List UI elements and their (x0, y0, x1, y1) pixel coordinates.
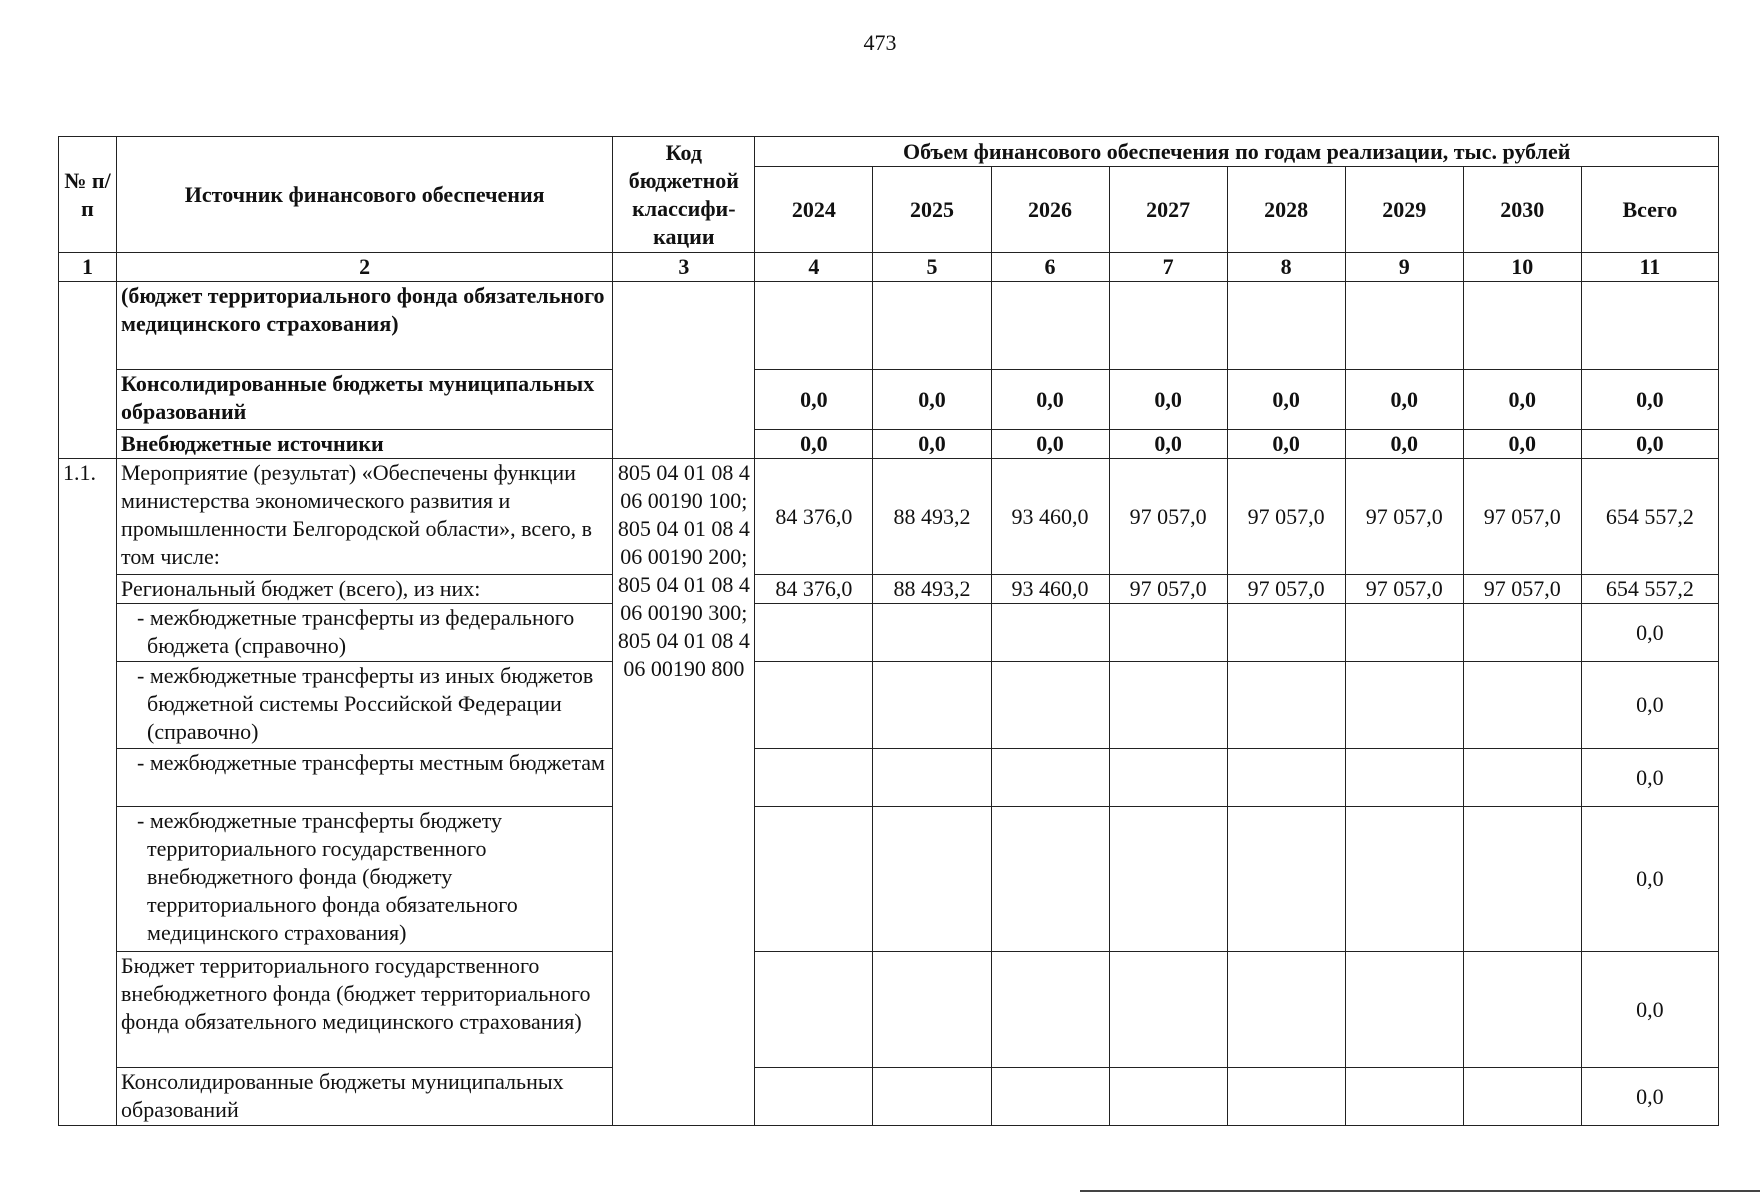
header-num: № п/п (59, 137, 117, 253)
cell-total: 0,0 (1581, 952, 1718, 1068)
item-row-label: Консолидированные бюджеты муниципальных образований (117, 1068, 613, 1126)
index-9: 9 (1345, 253, 1463, 282)
header-year-2028: 2028 (1227, 167, 1345, 253)
item-number: 1.1. (59, 459, 117, 1126)
index-3: 3 (613, 253, 755, 282)
cell-value: 0,0 (1227, 430, 1345, 459)
cell-total: 0,0 (1581, 604, 1718, 662)
cell-value: 0,0 (873, 370, 991, 430)
cell-value: 0,0 (991, 370, 1109, 430)
cell-value: 0,0 (1109, 430, 1227, 459)
cell-value: 84 376,0 (755, 459, 873, 575)
item-row-label: - межбюджетные трансферты из федерального бюджета (справочно) (117, 604, 613, 662)
cell-value: 0,0 (1463, 430, 1581, 459)
index-8: 8 (1227, 253, 1345, 282)
cell-value: 0,0 (1109, 370, 1227, 430)
index-4: 4 (755, 253, 873, 282)
cell-total: 0,0 (1581, 807, 1718, 952)
cell-value: 0,0 (1345, 430, 1463, 459)
header-code: Код бюджетной классифи-кации (613, 137, 755, 253)
index-1: 1 (59, 253, 117, 282)
cell-value: 97 057,0 (1109, 459, 1227, 575)
cell-value: 0,0 (755, 370, 873, 430)
cell-value: 654 557,2 (1581, 459, 1718, 575)
financing-table (58, 136, 1719, 1126)
cell-value: 97 057,0 (1345, 575, 1463, 604)
cell-value: 88 493,2 (873, 575, 991, 604)
item-row-label: - межбюджетные трансферты из иных бюджетов бюджетной системы Российской Федерации (справочно) (117, 662, 613, 749)
item-row-label: Бюджет территориального государственного внебюджетного фонда (бюджет территориального фонда обязательного медицинского страхования) (117, 952, 613, 1068)
cell-value: 84 376,0 (755, 575, 873, 604)
index-6: 6 (991, 253, 1109, 282)
cell-value: 0,0 (991, 430, 1109, 459)
cell-value: 93 460,0 (991, 459, 1109, 575)
cell-value: 93 460,0 (991, 575, 1109, 604)
header-total: Всего (1581, 167, 1718, 253)
item-budget-code: 805 04 01 08 4 06 00190 100; 805 04 01 08 4 06 00190 200; 805 04 01 08 4 06 00190 300; 805 04 01 08 4 06 00190 800 (613, 459, 755, 1126)
cell-total: 0,0 (1581, 749, 1718, 807)
cell-total: 0,0 (1581, 1068, 1718, 1126)
cell-value: 97 057,0 (1109, 575, 1227, 604)
header-year-2025: 2025 (873, 167, 991, 253)
header-volume: Объем финансового обеспечения по годам реализации, тыс. рублей (755, 137, 1719, 167)
item-row-label: Мероприятие (результат) «Обеспечены функции министерства экономического развития и промышленности Белгородской области», всего, в том числе: (117, 459, 613, 575)
item-row-label: - межбюджетные трансферты местным бюджетам (117, 749, 613, 807)
row-extra-label: Внебюджетные источники (117, 430, 613, 459)
index-11: 11 (1581, 253, 1718, 282)
item-row-label: Региональный бюджет (всего), из них: (117, 575, 613, 604)
top-code-cell (613, 282, 755, 459)
index-7: 7 (1109, 253, 1227, 282)
header-source: Источник финансового обеспечения (117, 137, 613, 253)
cell-value: 0,0 (1345, 370, 1463, 430)
header-year-2029: 2029 (1345, 167, 1463, 253)
page-number: 473 (863, 30, 897, 55)
cell-value: 0,0 (1581, 430, 1718, 459)
cell-value: 97 057,0 (1227, 459, 1345, 575)
row-tfoms-label: (бюджет территориального фонда обязательного медицинского страхования) (117, 282, 613, 370)
cell-value: 0,0 (755, 430, 873, 459)
item-row-label: - межбюджетные трансферты бюджету территориального государственного внебюджетного фонда (бюджету территориального фонда обязательного медицинского страхования) (117, 807, 613, 952)
header-year-2030: 2030 (1463, 167, 1581, 253)
index-2: 2 (117, 253, 613, 282)
page-divider (1080, 1190, 1760, 1192)
top-num-cell (59, 282, 117, 459)
cell-value: 0,0 (1227, 370, 1345, 430)
cell-value: 88 493,2 (873, 459, 991, 575)
cell-value: 654 557,2 (1581, 575, 1718, 604)
cell-value: 0,0 (1463, 370, 1581, 430)
header-year-2027: 2027 (1109, 167, 1227, 253)
row-consolidated-label: Консолидированные бюджеты муниципальных образований (117, 370, 613, 430)
cell-value: 0,0 (873, 430, 991, 459)
cell-value: 97 057,0 (1463, 459, 1581, 575)
cell-total: 0,0 (1581, 662, 1718, 749)
index-5: 5 (873, 253, 991, 282)
header-year-2026: 2026 (991, 167, 1109, 253)
cell-value: 97 057,0 (1345, 459, 1463, 575)
header-year-2024: 2024 (755, 167, 873, 253)
cell-value: 0,0 (1581, 370, 1718, 430)
cell-value: 97 057,0 (1463, 575, 1581, 604)
index-10: 10 (1463, 253, 1581, 282)
cell-value: 97 057,0 (1227, 575, 1345, 604)
